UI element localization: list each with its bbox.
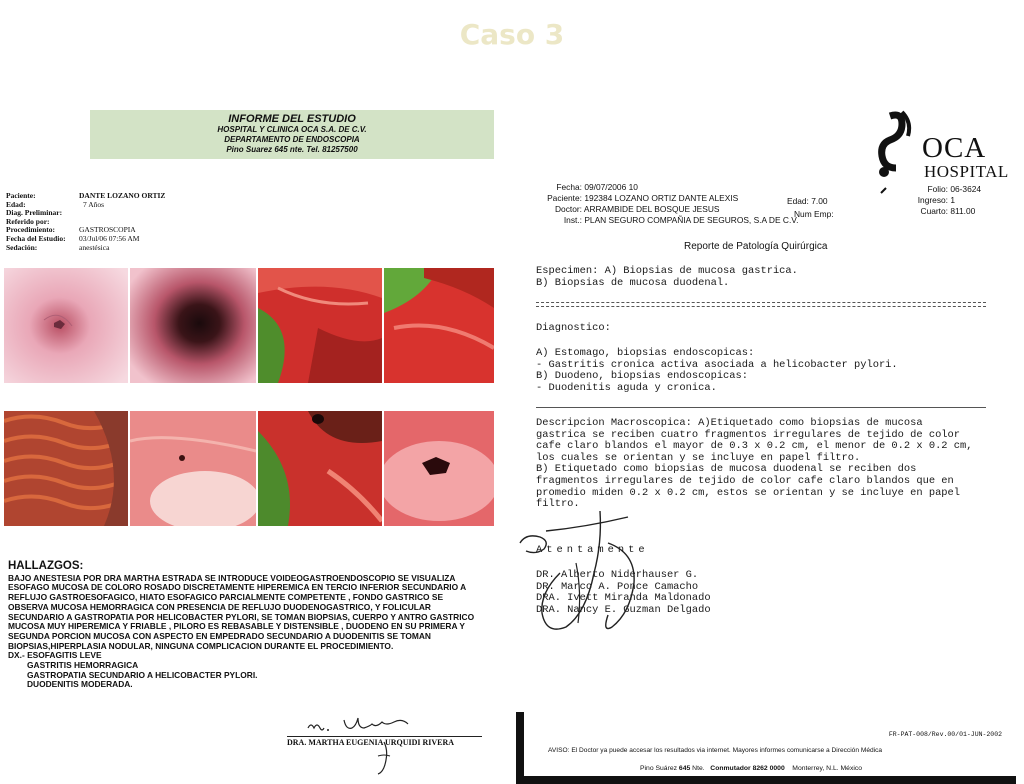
diagnostico-text: A) Estomago, biopsias endoscopicas: - Gastritis cronica activa asociada a helicobacter pylori. B) Duodeno, biopsias endoscopicas: - Duodenitis aguda y cronica. [536,347,898,394]
field-label: Edad: [6,199,26,209]
findings-title: HALLAZGOS: [8,560,84,572]
report-footer [516,712,1016,784]
divider [536,306,986,307]
findings-line: MUCOSA MUY HIPEREMICA Y FRIABLE , PILORO ES REBASABLE Y DISTENSIBLE , DUODENO EN SU PRIMERA Y [8,621,465,632]
endoscopy-image-grid [4,268,494,526]
macroscopic-description: Descripcion Macroscopica: A)Etiquetado como biopsias de mucosa gastrica se reciben cuatro fragmentos irregulares de tejido de color cafe claro blandos el mayor de 0.3 x 0.2 cm, el menor de 0.2 x 0.2 cm, los cuales se orientan y se incluye en papel filtro. B) Etiquetado como biopsias de mucosa duodenal se reciben dos fragmentos irregulares de tejido de color cafe claro blandos que en promedio miden 0.2 x 0.2 cm, estos se orientan y se incluye en papel filtro. [536,417,973,511]
meta-row [524,193,798,204]
ingreso-label: Ingreso: [917,195,948,205]
dx-item: DUODENITIS MODERADA. [27,679,133,690]
field-label: Sedación: [6,242,38,252]
header-address: Pino Suarez 645 nte. Tel. 81257500 [226,145,358,154]
field-label: Referido por: [6,216,50,226]
fecha-label: Fecha: [556,182,582,192]
dx-item: GASTROPATIA SECUNDARIO A HELICOBACTER PYLORI. [27,669,258,680]
meta-row [896,195,981,206]
meta-row [524,215,798,226]
folio-value: 06-3624 [950,184,982,194]
footer-bar-bottom [516,776,1016,784]
endoscopy-image-esophagus [4,268,128,383]
dx-label: DX.- ESOFAGITIS LEVE [8,650,102,661]
patient-info [6,192,165,252]
address-number: 645 [678,765,691,772]
dx-item: GASTRITIS HEMORRAGICA [27,660,139,671]
numemp-label: Num Emp: [794,209,834,219]
admission-meta [896,184,981,217]
doctor-label: Doctor: [555,204,582,214]
findings-line: ESOFAGO MUCOSA DE COLORO ROSADO DISCRETAMENTE HIPEREMICA EN TERCIO INFERIOR SECUNDARIO A [8,582,467,593]
doctor-value: ARRAMBIDE DEL BOSQUE JESUS [583,204,720,214]
logo-oca-text: OCA [922,132,987,164]
paciente-value: 192384 LOZANO ORTIZ DANTE ALEXIS [584,193,739,203]
logo-hospital-text: HOSPITAL [924,162,1009,181]
meta-row [896,184,981,195]
divider [536,407,986,408]
endoscopy-image-antrum [258,411,382,526]
header-title: INFORME DEL ESTUDIO [228,113,356,125]
meta-row [896,206,981,217]
footer-address [640,765,862,772]
findings-line: BAJO ANESTESIA POR DRA MARTHA ESTRADA SE INTRODUCE VOIDEOGASTROENDOSCOPIO SE VISUALIZA [8,572,456,583]
inst-label: Inst.: [563,215,582,225]
report-header [90,110,494,159]
endoscopy-report [0,108,500,778]
field-label: Paciente: [6,191,36,200]
cuarto-label: Cuarto: [920,206,948,216]
findings-line: SEGUNDA PORCION MUCOSA CON ASPECTO EN EMPEDRADO SECUNDARIO A DUODENITIS SE TOMAN [8,630,431,641]
findings-line: BIOPSIAS,HIPERPLASIA NODULAR, NINGUNA COMPLICACION DURANTE EL PROCEDIMIENTO. [8,640,394,651]
slide-title: Caso 3 [459,18,565,51]
cuarto-value: 811.00 [950,206,976,216]
edad-label: Edad: [787,196,809,206]
edad-value: 7.00 [811,196,828,206]
oca-logo-mark-icon [872,110,924,180]
field-value: DANTE LOZANO ORTIZ [79,191,166,200]
address-phone: 8262 0000 [752,765,785,772]
address-city: Monterrey, N.L. México [792,765,863,772]
field-label: Diag. Preliminar: [6,208,63,218]
form-code: FR-PAT-008/Rev.00/01-JUN-2002 [888,731,1002,738]
findings-line: REFLUJO GASTROESOFAGICO, HIATO ESOFAGICO PARCIALMENTE COMPETENTE , FONDO GASTRICO SE [8,592,444,603]
oca-hospital-logo [872,110,1017,184]
notice-text: AVISO: El Doctor ya puede accesar los resultados via internet. Mayores informes comunicarse a Dirección Médica [548,747,883,754]
address-conmutador-label: Conmutador [710,765,751,772]
field-label: Fecha del Estudio: [6,233,66,243]
field-value: 03/Jul/06 07:56 AM [79,233,140,243]
edad-field [787,196,828,207]
endoscopy-image-cobblestone [4,411,128,526]
endoscopy-image-bile [384,268,494,383]
address-nte: Nte. [692,765,705,772]
specimen-text: Especimen: A) Biopsias de mucosa gastrica. B) Biopsias de mucosa duodenal. [536,265,798,289]
ingreso-value: 1 [950,195,955,205]
findings-line: OBSERVA MUCOSA HEMORRAGICA CON PRESENCIA DE REFLUJO DUODENOGASTRICO, Y FOLICULAR [8,601,431,612]
pathology-report [516,108,1024,784]
findings-line: SECUNDARIO A GASTROPATIA POR HELICOBACTER PYLORI, SE TOMAN BIOPSIAS, CUERPO Y ANTRO GASTRICO [8,611,475,622]
numemp-field [794,209,834,220]
meta-row [524,204,798,215]
field-value: GASTROSCOPIA [79,225,136,235]
address-street: Pino Suárez [640,765,678,772]
header-department: DEPARTAMENTO DE ENDOSCOPIA [224,135,360,144]
endoscopy-image-pylorus [130,411,256,526]
field-value: 7 Años [83,199,105,209]
diagnostico-title: Diagnostico: [536,322,611,334]
meta-row [524,182,798,193]
patient-row [6,244,165,253]
paciente-label: Paciente: [547,193,582,203]
folio-label: Folio: [927,184,948,194]
divider [536,302,986,303]
header-hospital: HOSPITAL Y CLINICA OCA S.A. DE C.V. [217,125,367,134]
footer-bar-left [516,712,524,784]
inst-value: PLAN SEGURO COMPAÑIA DE SEGUROS, S.A DE C.V. [584,215,799,225]
endoscopy-image-duodenum [384,411,494,526]
endoscopy-image-fundus [258,268,382,383]
endoscopy-image-lumen [130,268,256,383]
findings-section [8,562,500,690]
field-value: anestésica [79,242,110,252]
pen-mark-icon [880,186,888,194]
pathologists-list: DR. Alberto Niderhauser G. DR. Marco A. Ponce Camacho DRA. Ivett Miranda Maldonado DRA. Nancy E. Guzman Delgado [536,569,711,616]
handwritten-signature-right [516,503,676,643]
patient-meta [524,182,798,226]
fecha-value: 09/07/2006 10 [584,182,638,192]
signer-name: DRA. MARTHA EUGENIA URQUIDI RIVERA [287,736,482,747]
closing-atentamente: Atentamente [536,544,649,556]
report-title: Reporte de Patología Quirúrgica [684,241,828,252]
field-label: Procedimiento: [6,225,56,235]
